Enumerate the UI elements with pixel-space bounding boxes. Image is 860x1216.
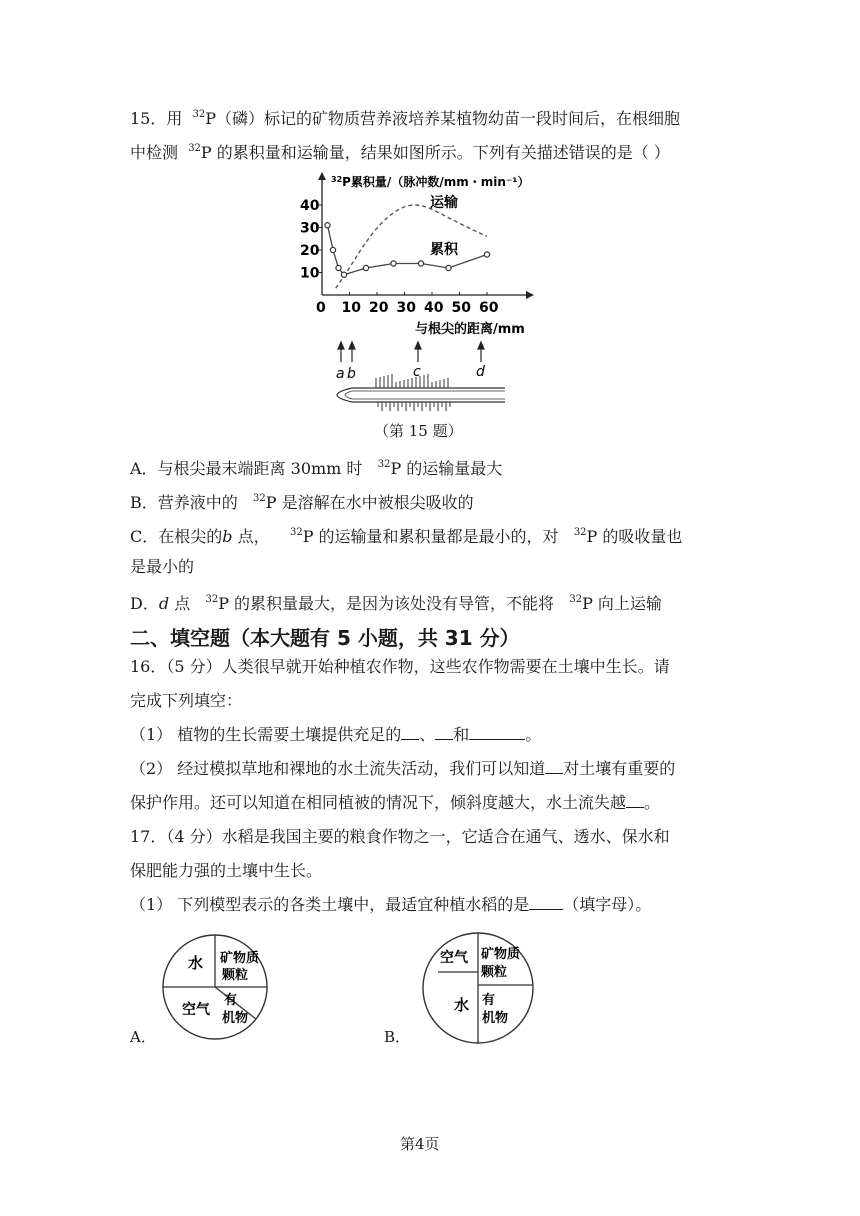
- marker-b: b: [347, 366, 356, 382]
- svg-text:有: 有: [224, 993, 238, 1008]
- accum-data-point: [484, 252, 489, 257]
- y-tick-label: 40: [300, 198, 320, 214]
- q17-stem-line2: 保肥能力强的土壤中生长。: [130, 861, 323, 880]
- y-tick-label: 10: [300, 265, 320, 282]
- q16-stem-line1: 16．（5 分）人类很早就开始种植农作物，这些农作物需要在土壤中生长。请: [130, 657, 670, 676]
- x-tick-label: 10: [341, 300, 361, 316]
- soil-model-b: [420, 930, 540, 1046]
- marker-a: a: [336, 366, 345, 382]
- x-tick-label: 0: [316, 300, 326, 316]
- answer-blank[interactable]: [626, 792, 644, 808]
- answer-blank[interactable]: [469, 724, 525, 740]
- x-tick-label: 60: [479, 300, 499, 316]
- svg-text:空气: 空气: [440, 950, 468, 966]
- q16-stem-line2: 完成下列填空：: [130, 691, 243, 710]
- svg-text:矿物质: 矿物质: [220, 951, 260, 966]
- svg-text:水: 水: [188, 954, 204, 972]
- q16-part2-line1: （2） 经过模拟草地和裸地的水土流失活动，我们可以知道 对土壤有重要的: [130, 759, 676, 778]
- accum-data-point: [418, 261, 423, 266]
- accum-data-point: [330, 247, 335, 252]
- y-tick-label: 20: [300, 243, 320, 259]
- svg-text:颗粒: 颗粒: [222, 968, 249, 983]
- q15-option-a: A．与根尖最末端距离 30mm 时 $^{32}$P 的运输量最大: [130, 459, 503, 478]
- q15-stem-line1: 15．用 $^{32}$P（磷）标记的矿物质营养液培养某植物幼苗一段时间后，在根细胞: [130, 109, 681, 128]
- accum-data-point: [341, 272, 346, 277]
- answer-blank[interactable]: [401, 724, 419, 740]
- x-tick-label: 40: [424, 300, 444, 316]
- q16-part2-line2: 保护作用。还可以知道在相同植被的情况下，倾斜度越大，水土流失越 。: [130, 793, 661, 812]
- accum-data-point: [391, 261, 396, 266]
- q17-stem-line1: 17．（4 分）水稻是我国主要的粮食作物之一，它适合在通气、透水、保水和: [130, 827, 670, 846]
- root-tip-drawing: [337, 388, 505, 402]
- page-number: 第4页: [400, 1135, 440, 1153]
- accum-label: 累积: [430, 242, 458, 258]
- x-axis-label: 与根尖的距离/mm: [415, 322, 525, 337]
- svg-text:颗粒: 颗粒: [481, 965, 508, 980]
- y-tick-label: 30: [300, 220, 320, 237]
- marker-c: c: [413, 364, 421, 380]
- svg-text:机物: 机物: [222, 1011, 249, 1026]
- figure-15-caption: （第 15 题）: [374, 422, 463, 440]
- svg-text:机物: 机物: [482, 1011, 509, 1026]
- q16-part1: （1） 植物的生长需要土壤提供充足的 、 和 。: [130, 725, 542, 744]
- x-tick-label: 50: [451, 300, 471, 316]
- accum-data-point: [446, 265, 451, 270]
- answer-blank[interactable]: [435, 724, 453, 740]
- q15-option-d: D．d 点 $^{32}$P 的累积量最大，是因为该处没有导管，不能将 $^{32}$P 向上运输: [130, 594, 662, 613]
- q17-part1: （1） 下列模型表示的各类土壤中，最适宜种植水稻的是 （填字母）。: [130, 895, 652, 914]
- answer-blank[interactable]: [545, 758, 563, 774]
- q15-stem-line2: 中检测 $^{32}$P 的累积量和运输量，结果如图所示。下列有关描述错误的是（ ）: [130, 143, 670, 162]
- soil-model-a: [160, 932, 270, 1042]
- svg-text:有: 有: [482, 993, 496, 1008]
- accumulation-curve: [328, 225, 488, 275]
- svg-text:矿物质: 矿物质: [481, 947, 521, 962]
- q17-option-a-label: A．: [130, 1028, 156, 1046]
- answer-blank[interactable]: [529, 894, 563, 910]
- svg-text:水: 水: [454, 996, 470, 1014]
- q15-option-c-line2: 是最小的: [130, 557, 195, 576]
- accum-data-point: [325, 223, 330, 228]
- q17-option-b-label: B．: [384, 1028, 411, 1046]
- section-heading: 二、填空题（本大题有 5 小题，共 31 分）: [130, 626, 520, 650]
- svg-text:空气: 空气: [182, 1002, 210, 1018]
- marker-d: d: [476, 364, 485, 380]
- q15-option-b: B．营养液中的 $^{32}$P 是溶解在水中被根尖吸收的: [130, 493, 474, 512]
- x-tick-label: 20: [369, 300, 389, 316]
- y-axis-label: $^{32}$P累积量/（脉冲数/mm・min⁻¹）: [331, 175, 530, 189]
- accum-data-point: [336, 265, 341, 270]
- root-markers: [338, 342, 484, 362]
- figure-15-chart: [0, 0, 860, 420]
- x-tick-label: 30: [396, 300, 416, 316]
- q15-option-c-line1: C．在根尖的b 点， $^{32}$P 的运输量和累积量都是最小的，对 $^{32}$P 的吸收量也: [130, 527, 683, 546]
- transport-label: 运输: [430, 195, 458, 211]
- accum-data-point: [363, 265, 368, 270]
- transport-curve: [336, 205, 487, 288]
